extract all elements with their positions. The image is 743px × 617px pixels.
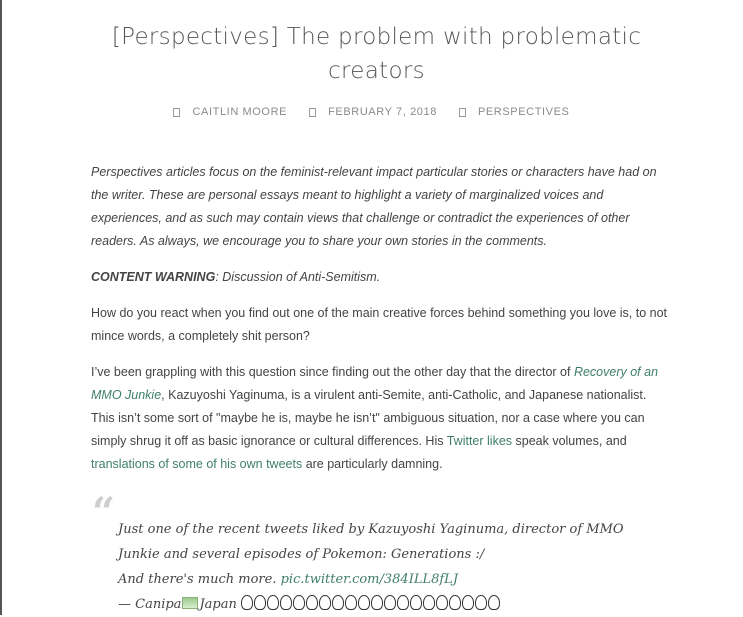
content-warning-label: CONTENT WARNING [91,270,216,284]
page-left-border [0,0,2,615]
mmo-junkie-link[interactable]: Recovery of an MMO Junkie [91,365,659,402]
calendar-icon [309,108,316,117]
penguin-icon [345,595,357,610]
penguin-icon [358,595,370,610]
quote-line-2: Junkie and several episodes of Pokemon: Generations :/ [118,547,485,562]
penguin-icon [475,595,487,610]
penguin-icon [384,595,396,610]
translations-link[interactable]: translations of some of his own tweets [91,457,303,471]
intro-paragraph: Perspectives articles focus on the feminist-relevant impact particular stories or characters have had on the writer. These are personal essays meant to highlight a variety of marginalized voices and experiences, and as such may contain views that challenge or contradict the experiences of other readers. As always, we encourage you to share your own stories in the comments. [91,165,657,248]
penguin-icon [254,595,266,610]
penguin-icon [371,595,383,610]
attribution-location: Japan [199,597,237,612]
penguin-icon [319,595,331,610]
meta-category[interactable] [459,106,570,118]
embedded-tweet-quote [118,517,638,617]
penguin-icon [293,595,305,610]
penguin-icon [423,595,435,610]
post-meta [0,106,743,118]
paragraph-2 [91,361,671,476]
twitter-pic-link[interactable]: pic.twitter.com/384ILL8fLJ [280,572,459,587]
author-icon [173,108,180,117]
quote-line-1: Just one of the recent tweets liked by Kazuyoshi Yaginuma, director of MMO [118,522,624,537]
penguin-icon [488,595,500,610]
category-link[interactable]: PERSPECTIVES [477,106,570,118]
flag-icon [182,597,198,609]
author-link[interactable]: CAITLIN MOORE [192,106,288,118]
penguin-icon [241,595,253,610]
post-title-line1: [Perspectives] The problem with problematic [111,24,642,50]
quote-attribution [118,592,638,617]
post-content [91,161,671,489]
folder-icon [459,108,466,117]
quote-line-3-text: And there's much more. [118,572,281,587]
paragraph-2-text-4: are particularly damning. [302,457,443,471]
penguin-icon [397,595,409,610]
penguin-icon [332,595,344,610]
content-warning-text: : Discussion of Anti-Semitism. [215,270,381,284]
penguin-icon [449,595,461,610]
date-link[interactable]: FEBRUARY 7, 2018 [328,106,437,118]
content-warning [91,266,671,289]
paragraph-2-text-1: I’ve been grappling with this question since finding out the other day that the director of [91,365,574,379]
quote-line-3 [118,567,638,592]
penguin-icon [462,595,474,610]
paragraph-2-text-2: , Kazuyoshi Yaginuma, is a virulent anti-Semite, anti-Catholic, and Japanese nationalist. This isn’t some sort of "maybe he is, maybe he isn’t" ambiguous situation, nor a case where you can simply shrug it off as basic ignorance or cultural differences. His [91,388,647,448]
penguin-icon [410,595,422,610]
meta-author[interactable] [173,106,287,118]
penguin-icon [306,595,318,610]
penguin-icon [267,595,279,610]
post-title-line2: creators [328,58,425,84]
meta-date[interactable] [309,106,437,118]
attribution-name: — Canipa [118,597,182,612]
penguin-icon [280,595,292,610]
paragraph-1: How do you react when you find out one of the main creative forces behind something you love is, to not mince words, a completely shit person? [91,306,668,343]
paragraph-2-text-3: speak volumes, and [512,434,627,448]
post-title [20,20,733,88]
penguin-icon [436,595,448,610]
penguin-icons [241,597,501,612]
quote-mark-icon: “ [92,489,116,536]
twitter-likes-link[interactable]: Twitter likes [446,434,513,448]
